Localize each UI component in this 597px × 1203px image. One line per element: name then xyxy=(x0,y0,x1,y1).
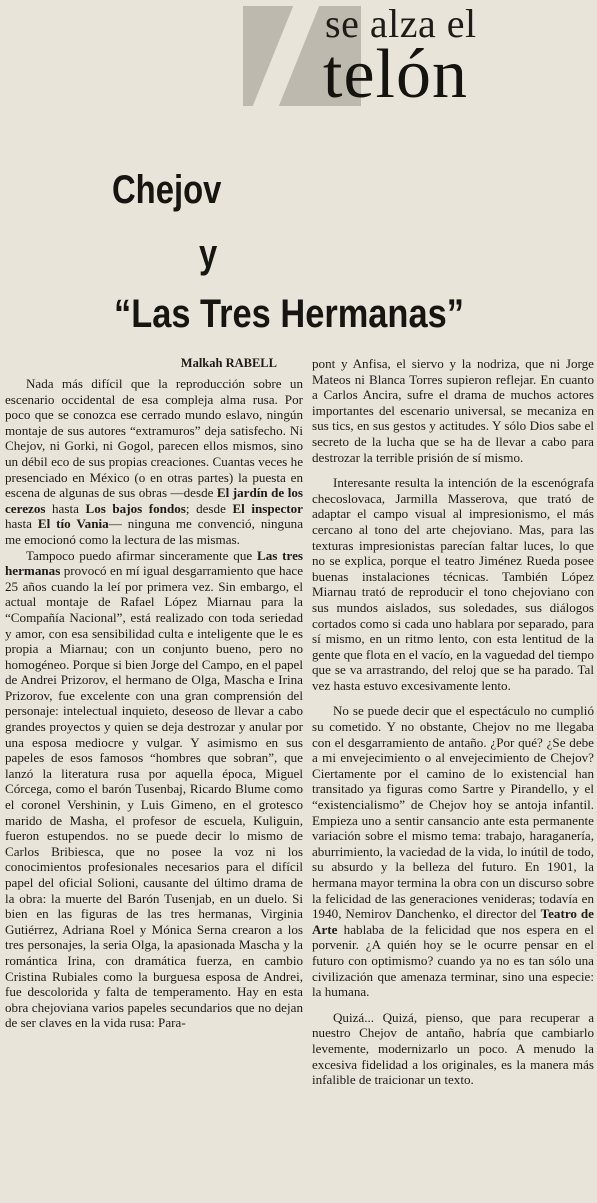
paragraph-1 xyxy=(5,376,303,548)
section-logo xyxy=(243,0,597,112)
paragraph-3: pont y Anfisa, el siervo y la nodriza, que ni Jorge Mateos ni Blanca Torres supieron reflejar. En cuanto a Carlos Ancira, sufre el drama de muchos actores importantes del escenario universal, se mecaniza en sus tics, en sus gestos y actitudes. Y sólo Dios sabe el secreto de la lucha que se ha de llevar a cabo para destrozar la terrible prisión de sí mismo. xyxy=(312,356,594,465)
article-column-left xyxy=(5,356,303,1031)
headline-line-3: “Las Tres Hermanas” xyxy=(114,292,464,336)
headline-line-1: Chejov xyxy=(112,168,222,212)
text-run: hablaba de la felicidad que nos espera en el porvenir. ¿A quién hoy se le ocurre pensar en el futuro con optimismo? cuando ya no es tan sólo una civilización que amenaza terminar, sino una especie: la humana. xyxy=(312,921,594,1000)
text-run: provocó en mí igual desgarramiento que hace 25 años cuando la leí por primera vez. Sin embargo, el actual montaje de Rafael López Miarnau para la “Compañía Nacional”, está realizado con toda seriedad y amor, con esa sensibilidad culta e inteligente que le es propia a Miarnau; con un conjunto bueno, pero no homogéneo. Porque si bien Jorge del Campo, en el papel de Andrei Prizorov, el hermano de Olga, Mascha e Irina Prizorov, fue excelente con una gran comprensión del personaje: intelectual inquieto, deseoso de llevar a cabo grandes proyectos y quien se deja destrozar y anular por una esposa mediocre y vulgar. Y asimismo en sus papeles de esos famosos “hombres que sobran”, que lanzó la literatura rusa por aquella época, Miguel Córcega, como el barón Tusenbaj, Ricardo Blume como el coronel Vershinin, y Luis Gimeno, en el grotesco marido de Masha, el profesor de escuela, Kuliguin, fueron estupendos. no se puede decir lo mismo de Carlos Bribiesca, que no posee la voz ni los conocimientos profesionales necesarios para el difícil papel del oficial Solioni, causante del último drama de la obra: la muerte del Barón Tusenjab, en un duelo. Si bien en las figuras de las tres hermanas, Virginia Gutiérrez, Adriana Roel y Mónica Serna crearon a los tres personajes, la seria Olga, la apasionada Mascha y la romántica Irina, con dramática fuerza, en cambio Cristina Rubiales como la burguesa esposa de Andrei, fue descolorida y falta de temperamento. Hay en esta obra chejoviana varios papeles secundarios que no dejan de ser claves en la vida rusa: Para- xyxy=(5,563,303,1031)
paragraph-4: Interesante resulta la intención de la escenógrafa checoslovaca, Jarmilla Masserova, que trató de adaptar el campo visual al impresionismo, el más cercano al tono del arte chejoviano. Mas, para las texturas impresionistas parecían faltar luces, lo que no se explica, porque el teatro Jiménez Rueda posee buenas instalaciones técnicas. También López Miarnau trató de reproducir el tono chejoviano con sus mundos aislados, sus soledades, sus diálogos cortados como si cada uno hablara por separado, para sí mismo, en un ritmo lento, con esta lentitud de la gente que flota en el vacío, en la vaguedad del tiempo que se va arrastrando, del reloj que se ha parado. Tal vez hasta estuvo excesivamente lento. xyxy=(312,475,594,693)
paragraph-6: Quizá... Quizá, pienso, que para recuperar a nuestro Chejov de antaño, habría que cambiarlo levemente, modernizarlo un poco. A menudo la excesiva fidelidad a los originales, es la manera más infalible de traicionar un texto. xyxy=(312,1009,594,1088)
logo-line-1: se alza el xyxy=(325,1,477,46)
text-run: — ninguna me convenció, ninguna me emocionó como la lectura de las mismas. xyxy=(5,516,304,547)
logo-line-2: telón xyxy=(323,36,468,113)
text-run: hasta xyxy=(5,516,38,532)
work-title: Los bajos fondos xyxy=(85,500,186,516)
paragraph-5 xyxy=(312,703,594,999)
author-byline: Malkah RABELL xyxy=(180,356,277,370)
text-run: hasta xyxy=(45,500,86,516)
text-run: Nada más difícil que la reproducción sobre un escenario occidental de esa compleja alma rusa. Por poco que se conozca ese cerrado mundo eslavo, ningún montaje de sus autores “extramuros” deja satisfecho. Ni Chejov, ni Gorki, ni Gogol, parecen ellos mismos, sino un débil eco de sus propias creaciones. Cuantas veces he presenciado en México (o en otras partes) la puesta en escena de algunas de sus obras —desde xyxy=(5,376,303,501)
work-title: Las tres hermanas xyxy=(5,547,303,579)
text-run: Tampoco puedo afirmar sinceramente que xyxy=(25,547,257,563)
theater-name: Teatro de Arte xyxy=(312,906,594,937)
article-column-right xyxy=(312,356,594,1088)
work-title: El inspector xyxy=(232,500,303,516)
text-run: ; desde xyxy=(185,500,233,516)
work-title: El tío Vania xyxy=(37,516,109,532)
work-title: El jardín de los cerezos xyxy=(5,485,303,516)
paragraph-2 xyxy=(5,548,303,1031)
headline-line-2: y xyxy=(199,232,218,276)
text-run: No se puede decir que el espectáculo no cumplió su cometido. Y no obstante, Chejov no me llegaba con el desgarramiento de antaño. ¿Por qué? ¿Se debe a mi envejecimiento o al envejecimiento de Chejov? Ciertamente por el camino de lo existencial han transitado ya figuras como Sartre y Pirandello, y el “existencialismo” de Chejov hoy se antoja infantil. Empieza uno a sentir cansancio ante esta permanente variación sobre el mismo tema: trabajo, haraganería, aburrimiento, la vaciedad de la vida, lo inútil de todo, su absurdo y la belleza del futuro. En 1901, la hermana mayor termina la obra con un discurso sobre la felicidad de las generaciones venideras; todavía en 1940, Nemirov Danchenko, el director del xyxy=(312,703,594,922)
